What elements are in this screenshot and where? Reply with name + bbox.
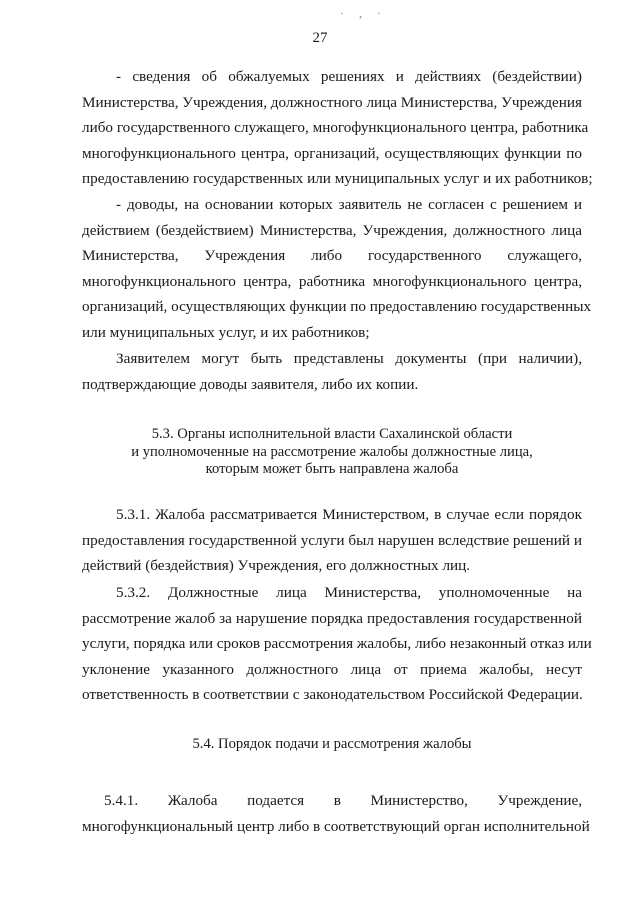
text-line: - сведения об обжалуемых решениях и действиях (бездействии) bbox=[116, 68, 582, 85]
paragraph-5-3-2 bbox=[82, 580, 592, 708]
text-line: многофункционального центра, организаций, осуществляющих функции по bbox=[82, 144, 582, 162]
text-line: многофункциональный центр либо в соответствующий орган исполнительной bbox=[82, 817, 590, 835]
bullet-arguments bbox=[82, 192, 592, 346]
heading-line: которым может быть направлена жалоба bbox=[205, 461, 459, 477]
text-line: - доводы, на основании которых заявитель не согласен с решением и bbox=[116, 196, 582, 213]
scan-marks: · , · bbox=[340, 6, 387, 20]
text-line: 5.4.1. Жалоба подается в Министерство, Учреждение, bbox=[104, 792, 582, 809]
text-line: организаций, осуществляющих функции по предоставлению государственных bbox=[82, 298, 592, 316]
paragraph-documents bbox=[82, 346, 582, 397]
text-line: или муниципальных услуг, и их работников; bbox=[82, 323, 370, 341]
section-heading-5-4: 5.4. Порядок подачи и рассмотрения жалобы bbox=[192, 736, 472, 752]
text-line: подтверждающие доводы заявителя, либо их копии. bbox=[82, 375, 419, 393]
paragraph-5-4-1 bbox=[82, 788, 590, 839]
page-number: 27 bbox=[312, 30, 328, 46]
text-line: предоставлению государственных или муниципальных услуг и их работников; bbox=[82, 170, 593, 188]
bullet-complaint-info bbox=[82, 64, 593, 192]
text-line: Министерства, Учреждения либо государственного служащего, bbox=[82, 247, 582, 265]
text-line: предоставления государственной услуги был нарушен вследствие решений и bbox=[82, 531, 582, 549]
heading-line: 5.3. Органы исполнительной власти Сахалинской области bbox=[151, 426, 513, 442]
text-line: услуги, порядка или сроков рассмотрения жалобы, либо незаконный отказ или bbox=[82, 635, 592, 653]
text-line: либо государственного служащего, многофункционального центра, работника bbox=[82, 119, 589, 137]
text-line: рассмотрение жалоб за нарушение порядка предоставления государственной bbox=[82, 609, 582, 627]
text-line: действий (бездействия) Учреждения, его должностных лиц. bbox=[82, 557, 471, 575]
text-line: Заявителем могут быть представлены документы (при наличии), bbox=[116, 350, 582, 367]
text-line: действием (бездействием) Министерства, Учреждения, должностного лица bbox=[82, 221, 582, 239]
paragraph-5-3-1 bbox=[82, 502, 582, 579]
text-line: уклонение указанного должностного лица от приема жалобы, несут bbox=[82, 660, 582, 678]
text-line: Министерства, Учреждения, должностного лица Министерства, Учреждения bbox=[82, 93, 583, 111]
text-line: ответственность в соответствии с законодательством Российской Федерации. bbox=[82, 686, 583, 704]
text-line: 5.3.1. Жалоба рассматривается Министерством, в случае если порядок bbox=[116, 506, 582, 523]
text-line: многофункционального центра, работника многофункционального центра, bbox=[82, 272, 582, 290]
section-heading-5-3 bbox=[82, 426, 582, 479]
text-line: 5.3.2. Должностные лица Министерства, уполномоченные на bbox=[116, 584, 582, 601]
heading-line: и уполномоченные на рассмотрение жалобы должностные лица, bbox=[131, 443, 533, 460]
